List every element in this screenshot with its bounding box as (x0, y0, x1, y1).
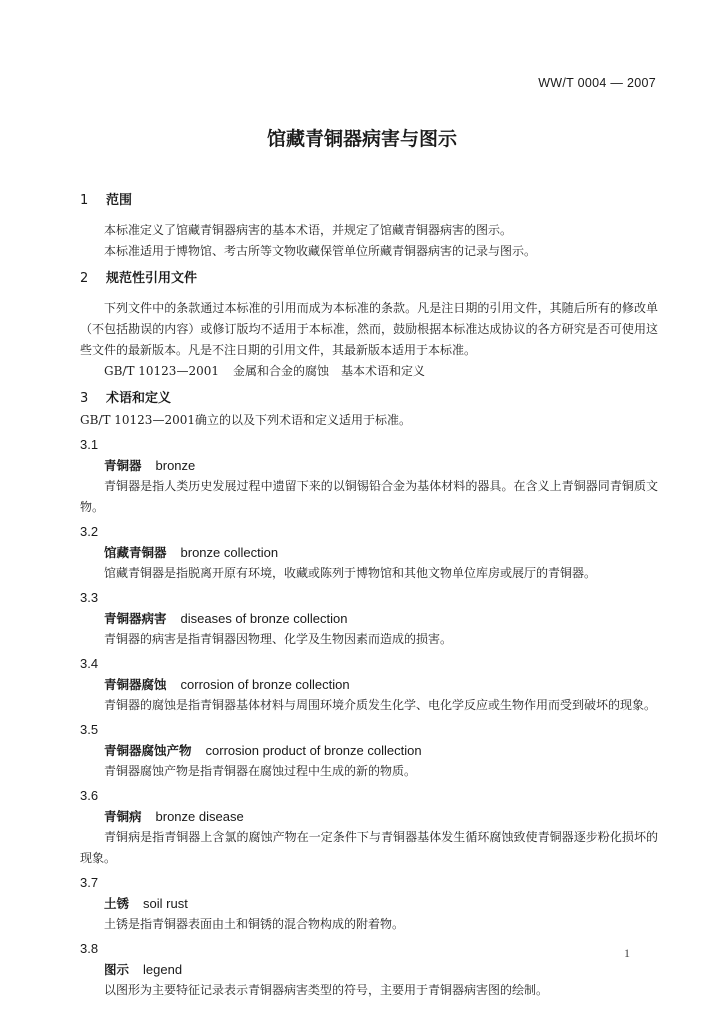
scope-paragraph-1: 本标准定义了馆藏青铜器病害的基本术语，并规定了馆藏青铜器病害的图示。 (104, 223, 513, 237)
normative-paragraph: 下列文件中的条款通过本标准的引用而成为本标准的条款。凡是注日期的引用文件，其随后所有的修改单（不包括勘误的内容）或修订版均不适用于本标准，然而，鼓励根据本标准达成协议的各方研究是否可使用这些文件的最新版本。凡是不注日期的引用文件，其最新版本适用于本标准。 (80, 301, 658, 357)
term-number: 3.8 (80, 941, 99, 956)
section-title: 规范性引用文件 (106, 271, 198, 286)
term-zh: 图示 (104, 962, 130, 977)
page-number: 1 (624, 946, 630, 960)
term-entry (80, 589, 658, 650)
terms-intro: GB/T 10123—2001确立的以及下列术语和定义适用于标准。 (80, 413, 411, 427)
term-number: 3.7 (80, 875, 99, 890)
term-en: diseases of bronze collection (180, 611, 348, 626)
term-entry (80, 940, 658, 1001)
term-number: 3.1 (80, 437, 99, 452)
term-zh: 青铜器 (104, 458, 142, 473)
term-zh: 馆藏青铜器 (104, 545, 167, 560)
term-entry (80, 436, 658, 518)
term-zh: 青铜器腐蚀 (104, 677, 167, 692)
term-number: 3.6 (80, 788, 99, 803)
term-definition: 馆藏青铜器是指脱离开原有环境，收藏或陈列于博物馆和其他文物单位库房或展厅的青铜器。 (104, 566, 597, 580)
term-en: corrosion of bronze collection (180, 677, 350, 692)
term-name (80, 958, 658, 980)
term-en: bronze collection (180, 545, 279, 560)
scope-paragraph-2: 本标准适用于博物馆、考古所等文物收藏保管单位所藏青铜器病害的记录与图示。 (104, 244, 537, 258)
section-number: 2 (80, 271, 89, 286)
reference-title: 金属和合金的腐蚀 基本术语和定义 (232, 364, 425, 378)
term-definition: 青铜器的腐蚀是指青铜器基体材料与周围环境介质发生化学、电化学反应或生物作用而受到破坏的现象。 (104, 698, 657, 712)
section-number: 3 (80, 391, 89, 406)
term-en: soil rust (143, 896, 188, 911)
term-definition: 青铜器是指人类历史发展过程中遗留下来的以铜锡铅合金为基体材料的器具。在含义上青铜器同青铜质文物。 (80, 479, 658, 514)
term-zh: 青铜器病害 (104, 611, 167, 626)
term-definition: 青铜器的病害是指青铜器因物理、化学及生物因素而造成的损害。 (104, 632, 453, 646)
term-definition: 以图形为主要特征记录表示青铜器病害类型的符号，主要用于青铜器病害图的绘制。 (104, 983, 549, 997)
section-heading-scope (80, 190, 658, 212)
term-zh: 土锈 (104, 896, 130, 911)
term-zh: 青铜病 (104, 809, 142, 824)
term-entry (80, 787, 658, 869)
normative-reference (80, 361, 658, 382)
term-name (80, 454, 658, 476)
term-name (80, 739, 658, 761)
section-heading-normative (80, 268, 658, 290)
standard-number: WW/T 0004 — 2007 (538, 76, 656, 90)
section-number: 1 (80, 193, 89, 208)
term-name (80, 673, 658, 695)
term-entry (80, 655, 658, 716)
document-title: 馆藏青铜器病害与图示 (266, 128, 457, 150)
term-en: bronze (155, 458, 196, 473)
term-definition: 青铜器腐蚀产物是指青铜器在腐蚀过程中生成的新的物质。 (104, 764, 417, 778)
term-en: bronze disease (155, 809, 244, 824)
term-number: 3.5 (80, 722, 99, 737)
term-definition: 土锈是指青铜器表面由土和铜锈的混合物构成的附着物。 (104, 917, 405, 931)
term-number: 3.4 (80, 656, 99, 671)
reference-code: GB/T 10123—2001 (104, 364, 219, 378)
term-entry (80, 523, 658, 584)
term-name (80, 607, 658, 629)
term-definition: 青铜病是指青铜器上含氯的腐蚀产物在一定条件下与青铜器基体发生循环腐蚀致使青铜器逐步粉化损坏的现象。 (80, 830, 658, 865)
term-name (80, 541, 658, 563)
section-title: 范围 (106, 193, 133, 208)
term-zh: 青铜器腐蚀产物 (104, 743, 192, 758)
term-entry (80, 721, 658, 782)
term-name (80, 805, 658, 827)
term-entry (80, 874, 658, 935)
term-number: 3.3 (80, 590, 99, 605)
document-body (80, 184, 658, 1001)
term-name (80, 892, 658, 914)
term-en: corrosion product of bronze collection (205, 743, 422, 758)
section-title: 术语和定义 (106, 391, 172, 406)
term-en: legend (143, 962, 183, 977)
section-heading-terms (80, 388, 658, 410)
term-number: 3.2 (80, 524, 99, 539)
